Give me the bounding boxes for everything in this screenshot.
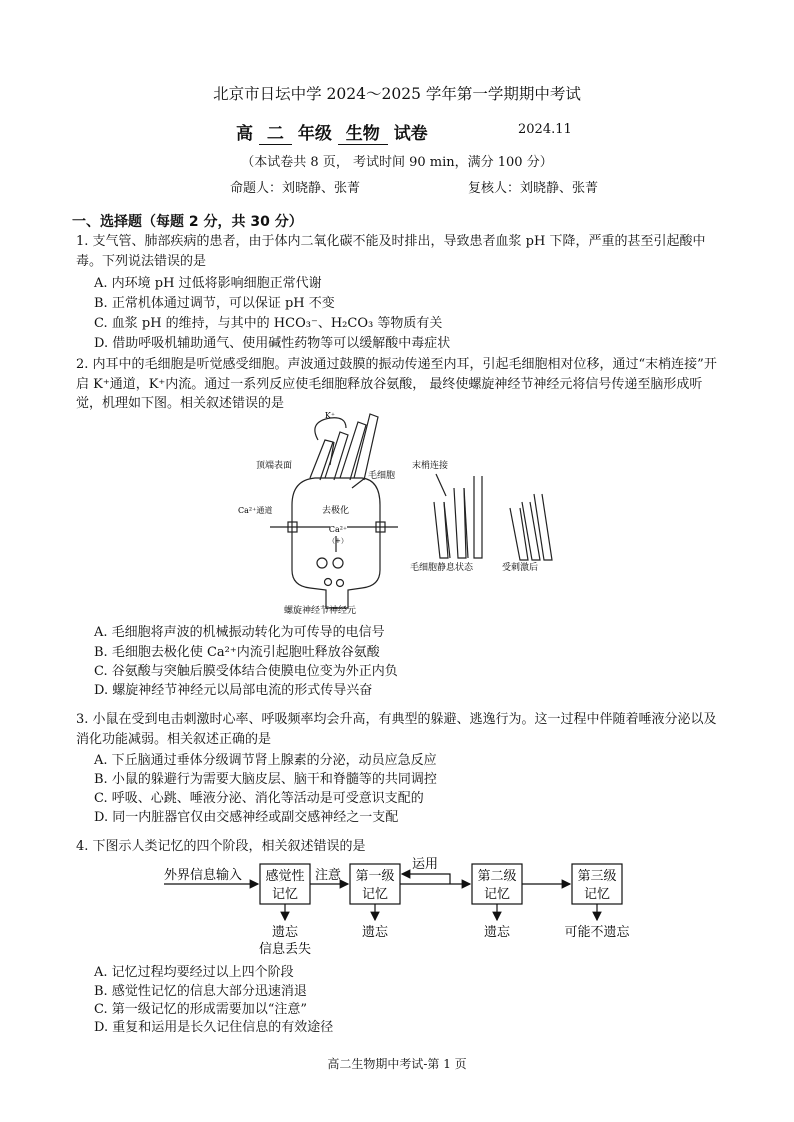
apical-surface-label: 顶端表面 bbox=[256, 461, 293, 471]
k-ion-label: K⁺ bbox=[324, 411, 336, 420]
question-4-option-a: A. 记忆过程均要经过以上四个阶段 bbox=[94, 965, 294, 980]
question-2-option-c: C. 谷氨酸与突触后膜受体结合使膜电位变为外正内负 bbox=[94, 664, 398, 679]
memory-flow-diagram bbox=[160, 852, 640, 957]
grade: 二 bbox=[259, 124, 292, 145]
stimulated-label: 受刺激后 bbox=[502, 563, 539, 573]
box4-line1: 第三级 bbox=[577, 869, 617, 884]
input-label: 外界信息输入 bbox=[164, 868, 243, 883]
question-1-option-b: B. 正常机体通过调节，可以保证 pH 不变 bbox=[94, 296, 335, 311]
page-footer: 高二生物期中考试-第 1 页 bbox=[327, 1057, 467, 1071]
box1-line1: 感觉性 bbox=[265, 869, 305, 884]
box1-line2: 记忆 bbox=[271, 887, 299, 902]
question-1-option-d: D. 借助呼吸机辅助通气、使用碱性药物等可以缓解酸中毒症状 bbox=[94, 336, 451, 351]
box3-line2: 记忆 bbox=[483, 887, 511, 902]
author: 命题人：刘晓静、张菁 bbox=[230, 181, 361, 196]
grade-suffix: 年级 bbox=[297, 124, 332, 144]
question-1-option-c: C. 血浆 pH 的维持，与其中的 HCO₃⁻、H₂CO₃ 等物质有关 bbox=[94, 316, 443, 331]
never-forget-label: 可能不遗忘 bbox=[564, 925, 630, 940]
question-3-option-a: A. 下丘脑通过垂体分级调节肾上腺素的分泌，动员应急反应 bbox=[94, 753, 437, 768]
paper-label: 试卷 bbox=[393, 124, 428, 144]
neuron-label: 螺旋神经节神经元 bbox=[284, 606, 357, 616]
question-4-option-d: D. 重复和运用是长久记住信息的有效途径 bbox=[94, 1020, 334, 1035]
plus-label: （+） bbox=[328, 537, 348, 545]
subject: 生物 bbox=[338, 124, 388, 145]
question-1-option-a: A. 内环境 pH 过低将影响细胞正常代谢 bbox=[94, 276, 322, 291]
hair-cell-diagram bbox=[230, 410, 570, 620]
box4-line2: 记忆 bbox=[583, 887, 611, 902]
question-4-option-c: C. 第一级记忆的形成需要加以“注意” bbox=[94, 1002, 308, 1017]
question-1-stem: 1. 支气管、肺部疾病的患者，由于体内二氧化碳不能及时排出，导致患者血浆 pH 下降，严重的甚至引起酸中毒。下列说法错误的是 bbox=[76, 234, 706, 269]
box2-line2: 记忆 bbox=[361, 887, 389, 902]
question-2-option-b: B. 毛细胞去极化使 Ca²⁺内流引起胞吐释放谷氨酸 bbox=[94, 645, 380, 660]
paper-subtitle bbox=[236, 119, 428, 144]
question-3-option-c: C. 呼吸、心跳、唾液分泌、消化等活动是可受意识支配的 bbox=[94, 791, 424, 806]
question-2-stem: 2. 内耳中的毛细胞是听觉感受细胞。声波通过鼓膜的振动传递至内耳，引起毛细胞相对位移，通过“末梢连接”开启 K⁺通道，K⁺内流。通过一系列反应使毛细胞释放谷氨酸， 最终使螺旋神经节神经元将信号传递至脑形成听觉，机理如下图。相关叙述错误的是 bbox=[76, 357, 717, 411]
forget-label-3: 遗忘 bbox=[483, 925, 511, 940]
box2-line1: 第一级 bbox=[355, 869, 395, 884]
box3-line1: 第二级 bbox=[477, 869, 517, 884]
tip-link-label: 末梢连接 bbox=[412, 461, 449, 471]
resting-label: 毛细胞静息状态 bbox=[410, 563, 474, 573]
question-4-stem: 4. 下图示人类记忆的四个阶段，相关叙述错误的是 bbox=[76, 839, 366, 854]
question-3-stem: 3. 小鼠在受到电击刺激时心率、呼吸频率均会升高，有典型的躲避、逃逸行为。这一过程中伴随着唾液分泌以及消化功能减弱。相关叙述正确的是 bbox=[76, 712, 717, 747]
exam-title: 北京市日坛中学 2024～2025 学年第一学期期中考试 bbox=[213, 85, 581, 103]
exam-info: （本试卷共 8 页， 考试时间 90 min，满分 100 分） bbox=[241, 155, 553, 170]
depolarization-label: 去极化 bbox=[322, 506, 350, 516]
forget-label-1: 遗忘 bbox=[271, 925, 299, 940]
question-2-option-d: D. 螺旋神经节神经元以局部电流的形式传导兴奋 bbox=[94, 683, 373, 698]
section-title: 一、选择题（每题 2 分，共 30 分） bbox=[72, 214, 303, 230]
info-lost-label: 信息丢失 bbox=[258, 942, 312, 957]
forget-label-2: 遗忘 bbox=[361, 925, 389, 940]
question-2-option-a: A. 毛细胞将声波的机械振动转化为可传导的电信号 bbox=[94, 625, 385, 640]
attention-label: 注意 bbox=[315, 868, 342, 883]
exam-date: 2024.11 bbox=[518, 122, 572, 137]
question-4-option-b: B. 感觉性记忆的信息大部分迅速消退 bbox=[94, 984, 307, 999]
question-3-option-d: D. 同一内脏器官仅由交感神经或副交感神经之一支配 bbox=[94, 810, 399, 825]
ca-channel-label: Ca²⁺通道 bbox=[238, 506, 273, 515]
question-3-option-b: B. 小鼠的躲避行为需要大脑皮层、脑干和脊髓等的共同调控 bbox=[94, 772, 437, 787]
ca-ion-label: Ca²⁺ bbox=[328, 525, 348, 534]
reviewer: 复核人：刘晓静、张菁 bbox=[468, 181, 599, 196]
use-label: 运用 bbox=[412, 857, 439, 872]
hair-cell-label: 毛细胞 bbox=[368, 471, 396, 481]
grade-prefix: 高 bbox=[236, 124, 253, 144]
